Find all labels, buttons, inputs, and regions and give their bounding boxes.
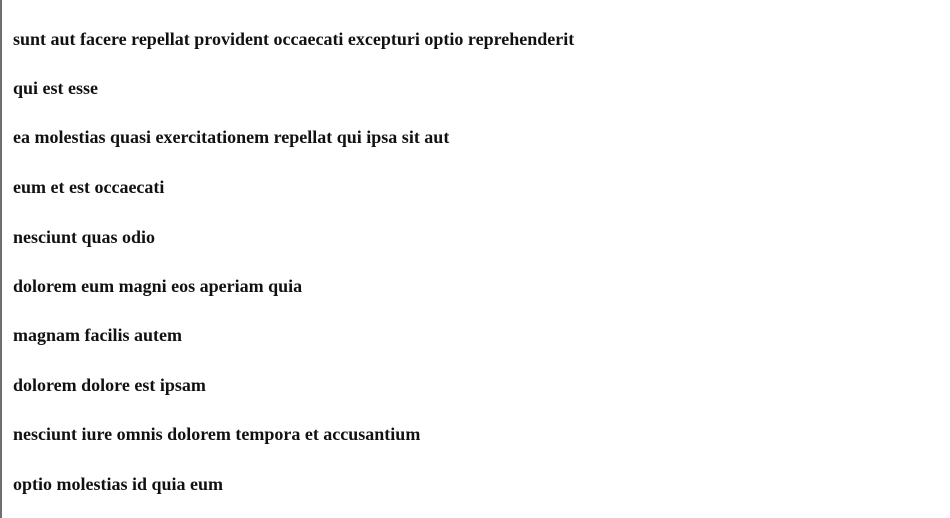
post-title: dolorem dolore est ipsam xyxy=(13,375,206,395)
post-title: ea molestias quasi exercitationem repellat qui ipsa sit aut xyxy=(13,127,450,147)
left-border xyxy=(0,0,2,518)
post-title: qui est esse xyxy=(13,78,98,98)
post-title: dolorem eum magni eos aperiam quia xyxy=(13,276,303,296)
post-title: nesciunt quas odio xyxy=(13,227,156,247)
post-title: sunt aut facere repellat provident occaecati excepturi optio reprehenderit xyxy=(13,29,575,49)
post-title: nesciunt iure omnis dolorem tempora et accusantium xyxy=(13,424,421,444)
post-title: optio molestias id quia eum xyxy=(13,474,224,494)
post-title: magnam facilis autem xyxy=(13,325,182,345)
post-title: eum et est occaecati xyxy=(13,177,165,197)
